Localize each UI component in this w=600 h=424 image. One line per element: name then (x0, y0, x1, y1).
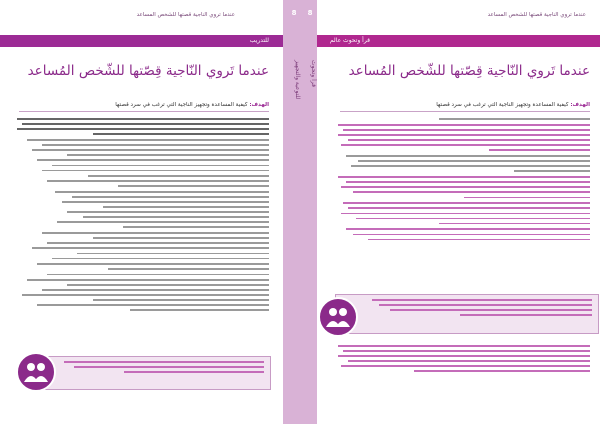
objective-text: كيفية المساعدة وتجهيز الناجية التي ترغب في سرد قصتها (436, 102, 569, 108)
section-band (0, 35, 283, 47)
body-text-block (17, 118, 269, 314)
spine-label: للتوعية والتجهيز (294, 60, 301, 100)
section-band-label: قرأ وتحوث عالم (329, 37, 370, 44)
objective-label: الهدف: (570, 102, 590, 108)
body-text-block (338, 345, 590, 376)
objective-text: كيفية المساعدة وتجهيز الناجية التي ترغب في سرد قصتها (115, 102, 248, 108)
running-head: عندما تروي الناجية قصتها للشخص المساعد (136, 12, 235, 18)
women-group-icon (318, 297, 358, 337)
info-box-text (64, 361, 264, 376)
right-page (317, 0, 600, 424)
objective (19, 102, 269, 108)
page-title: عندما تَروي النّاجية قِصّتها للشّخص المُساعد (27, 63, 269, 79)
body-text-block (338, 118, 590, 244)
divider (340, 111, 590, 112)
spine-label: قرأ وتحوث (310, 60, 317, 87)
objective-label: الهدف: (249, 102, 269, 108)
spine-page-number: 8 (307, 9, 313, 17)
info-box (34, 356, 271, 390)
running-head: عندما تروي الناجية قصتها للشخص المساعد (487, 12, 586, 18)
spine-page-number: 8 (291, 9, 297, 17)
section-band-label: للتدريب (249, 37, 269, 44)
objective (340, 102, 590, 108)
divider (19, 111, 269, 112)
info-box-text (372, 299, 592, 319)
women-group-icon (16, 352, 56, 392)
info-box (335, 294, 599, 334)
page-title: عندما تَروي النّاجية قِصّتها للشّخص المُساعد (348, 63, 590, 79)
